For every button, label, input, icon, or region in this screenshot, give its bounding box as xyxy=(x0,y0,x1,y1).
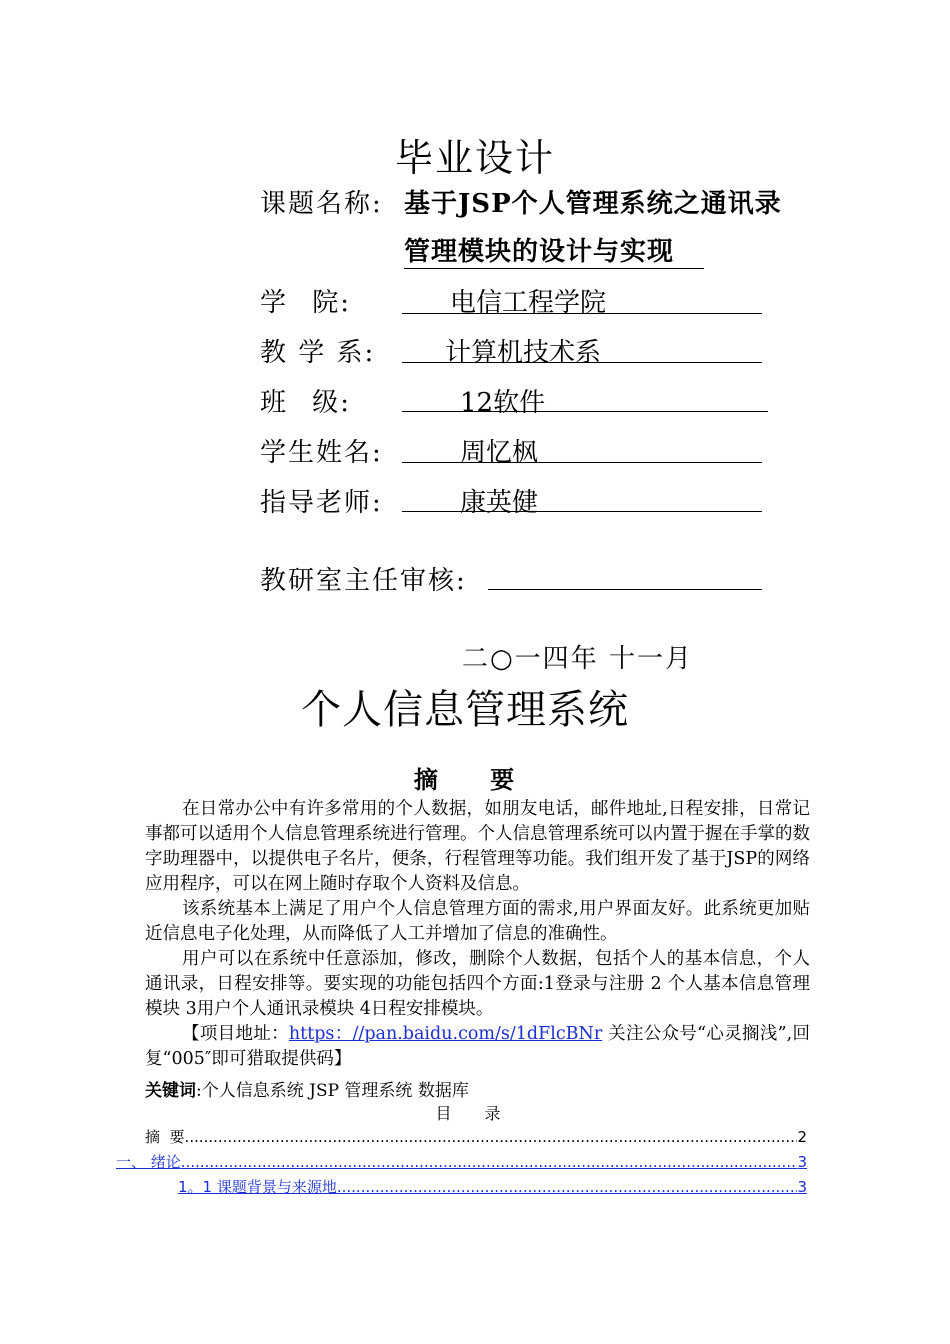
toc-entry[interactable] xyxy=(145,1126,807,1147)
topic-line-1: 基于JSP个人管理系统之通讯录 xyxy=(404,189,782,219)
project-address-prefix: 【项目地址： xyxy=(182,1024,289,1044)
toc-leader xyxy=(337,1178,798,1196)
cover-date: 二○一四年 十一月 xyxy=(462,644,693,674)
toc-leader xyxy=(181,1153,798,1171)
field-label-student: 学生姓名: xyxy=(260,438,383,468)
field-value-department: 计算机技术系 xyxy=(445,338,602,368)
abstract-paragraph-4 xyxy=(145,1022,810,1072)
keywords-value: :个人信息系统 JSP 管理系统 数据库 xyxy=(196,1081,469,1101)
abstract-body xyxy=(145,797,810,1072)
field-underline xyxy=(402,313,762,314)
document-title: 个人信息管理系统 xyxy=(301,687,629,733)
project-address-suffix: 关注公众号“心灵搁浅”,回复“005″即可猎取提供码】 xyxy=(145,1024,810,1069)
field-underline xyxy=(402,362,762,363)
field-underline xyxy=(402,511,762,512)
topic-label: 课题名称: xyxy=(260,189,383,219)
toc-entry[interactable] xyxy=(178,1176,807,1197)
abstract-paragraph-3: 用户可以在系统中任意添加，修改，删除个人数据，包括个人的基本信息，个人通讯录，日程安排等。要实现的功能包括四个方面:1登录与注册 2 个人基本信息管理模块 3用户个人通讯录模块 4日程安排模块。 xyxy=(145,949,810,1019)
review-label: 教研室主任审核: xyxy=(260,566,467,596)
toc-entry[interactable] xyxy=(116,1151,807,1172)
project-link[interactable]: https：//pan.baidu.com/s/1dFlcBNr xyxy=(288,1024,603,1044)
field-value-college: 电信工程学院 xyxy=(450,288,607,318)
toc-entry-page: 2 xyxy=(797,1128,807,1146)
field-value-class: 12软件 xyxy=(460,388,546,418)
keywords-label: 关键词 xyxy=(145,1081,196,1101)
keywords-line xyxy=(145,1076,469,1101)
cover-title: 毕业设计 xyxy=(394,136,555,180)
abstract-heading: 摘 要 xyxy=(413,766,537,794)
field-label-advisor: 指导老师: xyxy=(260,488,383,518)
field-label-class: 班 级: xyxy=(260,388,352,418)
toc-entry-text: 1。1 课题背景与来源地 xyxy=(178,1178,337,1196)
toc-heading: 目 录 xyxy=(435,1104,515,1123)
toc-entry-text: 摘 要 xyxy=(145,1128,185,1146)
field-label-department: 教 学 系: xyxy=(260,338,376,368)
abstract-paragraph-1: 在日常办公中有许多常用的个人数据，如朋友电话，邮件地址,日程安排，日常记事都可以适用个人信息管理系统进行管理。个人信息管理系统可以内置于握在手掌的数字助理器中，以提供电子名片，便条，行程管理等功能。我们组开发了基于JSP的网络应用程序，可以在网上随时存取个人资料及信息。 xyxy=(145,799,810,894)
field-underline xyxy=(402,462,762,463)
field-underline xyxy=(402,411,768,412)
toc-entry-text: 一、 绪论 xyxy=(116,1153,181,1171)
abstract-paragraph-2: 该系统基本上满足了用户个人信息管理方面的需求,用户界面友好。此系统更加贴近信息电子化处理，从而降低了人工并增加了信息的准确性。 xyxy=(145,899,810,944)
field-value-advisor: 康英健 xyxy=(460,488,539,518)
review-underline xyxy=(488,589,762,590)
topic-line-2: 管理模块的设计与实现 xyxy=(404,231,704,269)
toc-entry-page: 3 xyxy=(797,1153,807,1171)
toc-entry-page: 3 xyxy=(797,1178,807,1196)
toc-leader xyxy=(185,1128,798,1146)
field-value-student: 周忆枫 xyxy=(460,438,539,468)
field-label-college: 学 院: xyxy=(260,288,352,318)
